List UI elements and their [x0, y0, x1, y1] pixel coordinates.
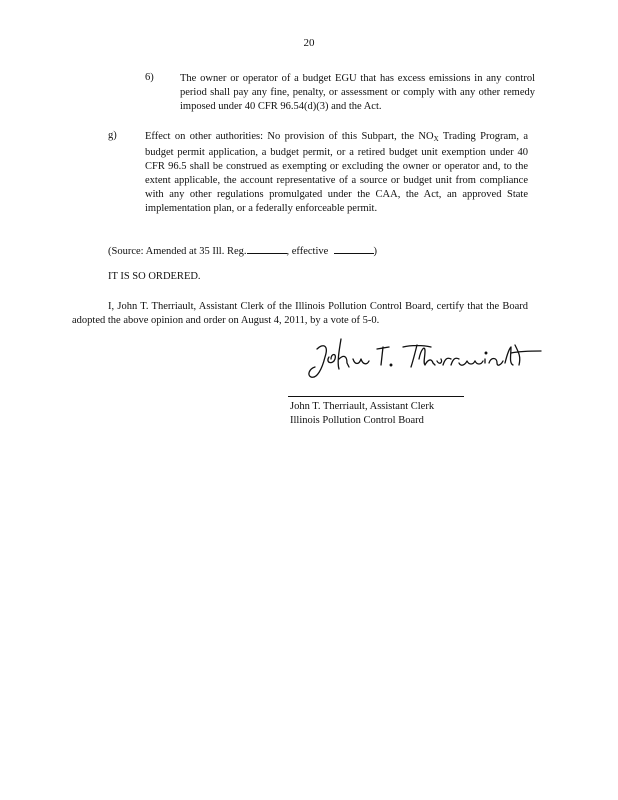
- item-g-text: [145, 130, 528, 216]
- signatory-name: John T. Therriault, Assistant Clerk: [290, 401, 435, 412]
- source-prefix: (Source: Amended at 35 Ill. Reg.: [108, 246, 247, 257]
- item-g-label: g): [108, 130, 117, 141]
- certification-paragraph: [72, 300, 528, 328]
- item-6-label: 6): [145, 72, 154, 83]
- source-middle: , effective: [286, 246, 329, 257]
- paragraph-item-g: [108, 130, 528, 216]
- source-note: [108, 243, 508, 259]
- signature-block: [290, 400, 434, 428]
- signatory-organization: Illinois Pollution Control Board: [290, 415, 424, 426]
- source-suffix: ): [373, 246, 378, 257]
- order-statement: IT IS SO ORDERED.: [108, 271, 201, 282]
- signature-line: [288, 396, 464, 397]
- paragraph-item-6: [145, 72, 535, 114]
- item-g-text-before: Effect on other authorities: No provision of this Subpart, the NO: [145, 131, 434, 142]
- nox-subscript: X: [433, 135, 439, 143]
- register-blank: [247, 243, 287, 254]
- item-6-text: The owner or operator of a budget EGU that has excess emissions in any control period shall pay any fine, penalty, or assessment or comply with any other remedy imposed under 40 CFR 96.54(d)(3) and the Act.: [180, 73, 535, 112]
- handwritten-signature: [305, 335, 545, 387]
- page-number: 20: [303, 37, 315, 49]
- effective-date-blank: [334, 243, 374, 254]
- certification-text: I, John T. Therriault, Assistant Clerk of the Illinois Pollution Control Board, certify that the Board adopted the above opinion and order on August 4, 2011, by a vote of 5-0.: [72, 301, 528, 326]
- item-g-text-after: Trading Program, a budget permit application, a budget permit, or a retired budget unit exemption under 40 CFR 96.5 shall be construed as exempting or excluding the owner or operator and, to the extent applicable, the account representative of a source or budget unit from compliance with any other regulations promulgated under the CAA, the Act, an approved State implementation plan, or a federally enforceable permit.: [145, 131, 529, 214]
